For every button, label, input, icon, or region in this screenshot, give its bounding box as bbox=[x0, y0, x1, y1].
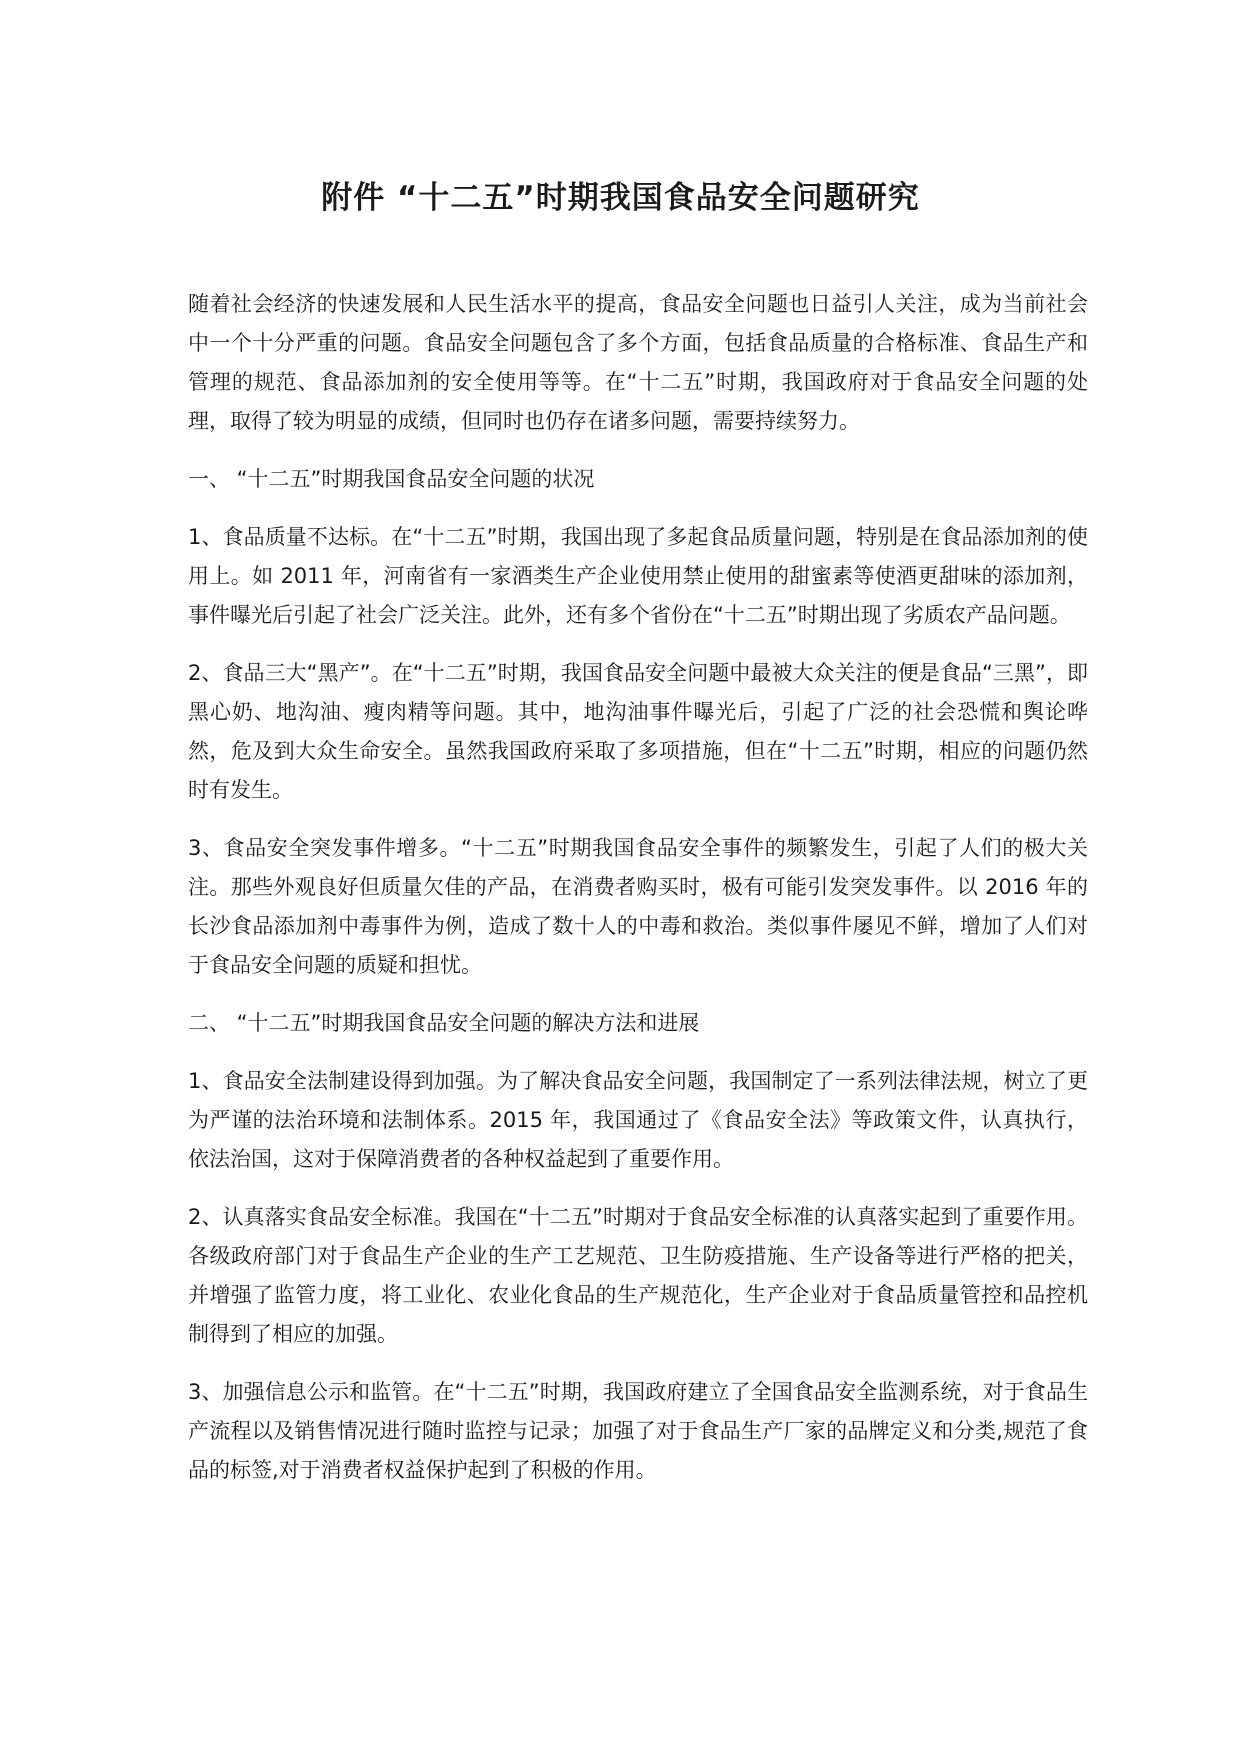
document-title: 附件 “十二五”时期我国食品安全问题研究 bbox=[321, 180, 920, 216]
section-2-item-3: 3、加强信息公示和监管。在“十二五”时期，我国政府建立了全国食品安全监测系统，对于食品生产流程以及销售情况进行随时监控与记录；加强了对于食品生产厂家的品牌定义和分类,规范了食品的标签,对于消费者权益保护起到了积极的作用。 bbox=[188, 1380, 1088, 1482]
section-2-item-1: 1、食品安全法制建设得到加强。为了解决食品安全问题，我国制定了一系列法律法规，树立了更为严谨的法治环境和法制体系。2015 年，我国通过了《食品安全法》等政策文件，认真执行，依法治国，这对于保障消费者的各种权益起到了重要作用。 bbox=[188, 1069, 1088, 1171]
section-heading-1: 一、 “十二五”时期我国食品安全问题的状况 bbox=[188, 467, 595, 491]
section-heading-2: 二、 “十二五”时期我国食品安全问题的解决方法和进展 bbox=[188, 1011, 700, 1035]
document-body bbox=[188, 285, 1088, 1509]
intro-paragraph: 随着社会经济的快速发展和人民生活水平的提高，食品安全问题也日益引人关注，成为当前社会中一个十分严重的问题。食品安全问题包含了多个方面，包括食品质量的合格标准、食品生产和管理的规范、食品添加剂的安全使用等等。在“十二五”时期，我国政府对于食品安全问题的处理，取得了较为明显的成绩，但同时也仍存在诸多问题，需要持续努力。 bbox=[188, 292, 1088, 433]
section-1-item-2: 2、食品三大“黑产”。在“十二五”时期，我国食品安全问题中最被大众关注的便是食品“三黑”，即黑心奶、地沟油、瘦肉精等问题。其中，地沟油事件曝光后，引起了广泛的社会恐慌和舆论哗然，危及到大众生命安全。虽然我国政府采取了多项措施，但在“十二五”时期，相应的问题仍然时有发生。 bbox=[188, 661, 1088, 802]
section-1-item-1: 1、食品质量不达标。在“十二五”时期，我国出现了多起食品质量问题，特别是在食品添加剂的使用上。如 2011 年，河南省有一家酒类生产企业使用禁止使用的甜蜜素等使酒更甜味的添加剂，事件曝光后引起了社会广泛关注。此外，还有多个省份在“十二五”时期出现了劣质农产品问题。 bbox=[188, 525, 1088, 627]
section-1-item-3: 3、食品安全突发事件增多。“十二五”时期我国食品安全事件的频繁发生，引起了人们的极大关注。那些外观良好但质量欠佳的产品，在消费者购买时，极有可能引发突发事件。以 2016 年的长沙食品添加剂中毒事件为例，造成了数十人的中毒和救治。类似事件屡见不鲜，增加了人们对于食品安全问题的质疑和担忧。 bbox=[188, 836, 1088, 977]
section-2-item-2: 2、认真落实食品安全标准。我国在“十二五”时期对于食品安全标准的认真落实起到了重要作用。各级政府部门对于食品生产企业的生产工艺规范、卫生防疫措施、生产设备等进行严格的把关，并增强了监管力度，将工业化、农业化食品的生产规范化，生产企业对于食品质量管控和品控机制得到了相应的加强。 bbox=[188, 1205, 1088, 1346]
